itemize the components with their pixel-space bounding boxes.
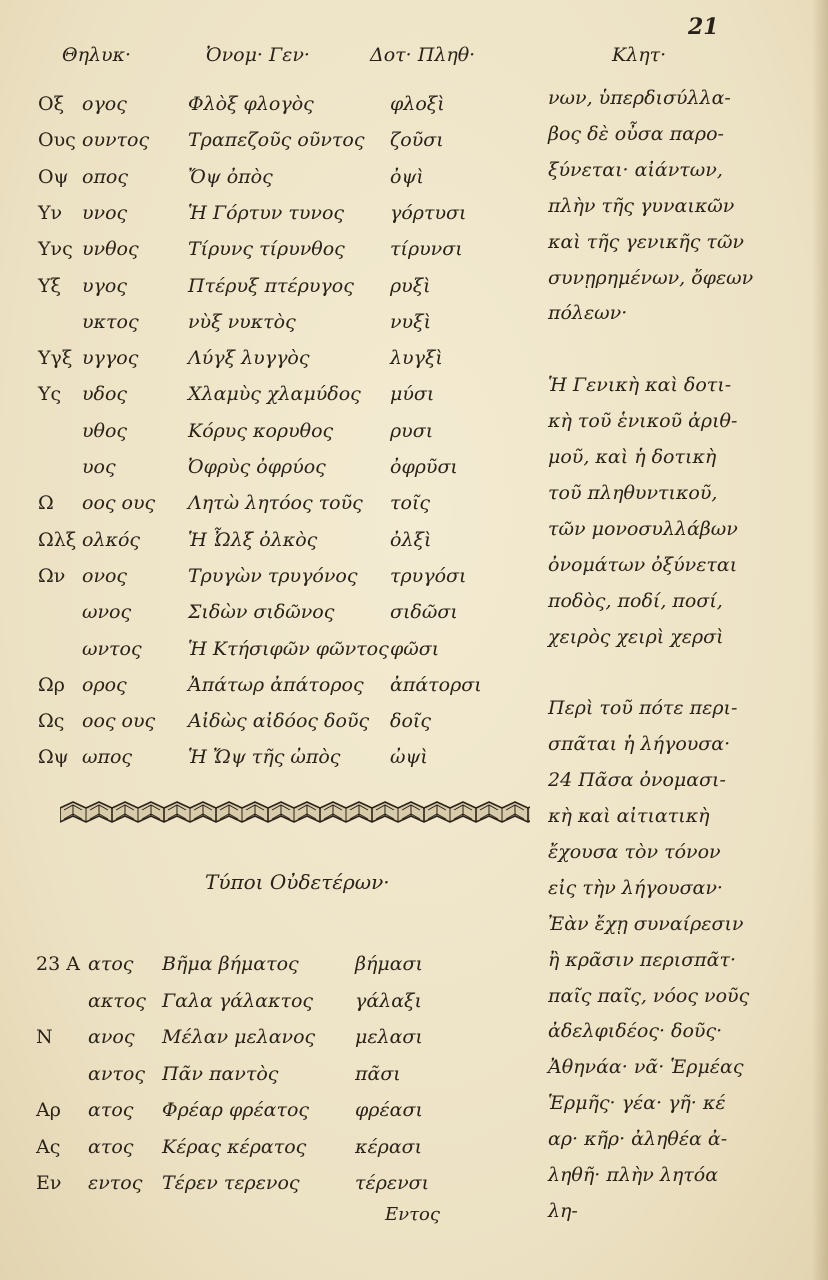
dative-plural-cell: μύσι bbox=[390, 383, 435, 406]
table-row bbox=[0, 558, 540, 594]
genitive-ending-cell: αντος bbox=[88, 1062, 145, 1085]
genitive-ending-cell: ανος bbox=[88, 1026, 135, 1048]
text-line: πλὴν τῆς γυναικῶν bbox=[548, 194, 735, 217]
genitive-ending-cell: οπος bbox=[82, 165, 129, 188]
ending-cell: Οψ bbox=[38, 165, 69, 188]
example-cell: Χλαμὺς χλαμύδος bbox=[188, 383, 361, 406]
example-cell: Αἰδὼς αἰδόος δοῦς bbox=[188, 710, 370, 733]
text-line: ληθῆ· πλὴν λητόα bbox=[548, 1164, 719, 1186]
ending-cell: Υξ bbox=[38, 274, 62, 297]
text-line: ποδὸς, ποδί, ποσί, bbox=[548, 589, 723, 612]
dative-plural-cell: τέρενσι bbox=[355, 1172, 430, 1194]
example-cell: Σιδὼν σιδῶνος bbox=[188, 601, 335, 624]
genitive-ending-cell: υνος bbox=[82, 201, 128, 224]
ending-cell: Ν bbox=[36, 1026, 53, 1048]
example-cell: νὺξ νυκτὸς bbox=[188, 310, 296, 333]
header-dative-plural: Δοτ· Πληθ· bbox=[370, 44, 476, 66]
example-cell: Ἡ Γόρτυν τυνος bbox=[188, 201, 345, 224]
page-edge-shadow bbox=[812, 0, 828, 1280]
ending-cell: Υν bbox=[38, 201, 63, 224]
example-cell: Ἡ Κτήσιφῶν φῶντος bbox=[188, 637, 389, 660]
dative-plural-cell: ζοῦσι bbox=[390, 129, 444, 152]
example-cell: Λητὼ λητόος τοῦς bbox=[188, 492, 363, 515]
example-cell: Τέρεν τερενος bbox=[162, 1172, 300, 1194]
header-feminine: Θηλυκ· bbox=[62, 44, 132, 66]
text-line: 24 Πᾶσα ὀνομασι- bbox=[548, 769, 726, 792]
genitive-ending-cell: υγος bbox=[82, 274, 127, 297]
example-cell: Ὀφρὺς ὀφρύος bbox=[188, 456, 326, 478]
dative-plural-cell: μελασι bbox=[355, 1026, 423, 1048]
text-line: αρ· κῆρ· ἀληθέα ἀ- bbox=[548, 1128, 728, 1151]
example-cell: Γαλα γάλακτος bbox=[162, 989, 314, 1012]
genitive-ending-cell: ωντος bbox=[82, 637, 142, 660]
text-line: χειρὸς χειρὶ χερσὶ bbox=[548, 625, 724, 648]
ending-cell: Ως bbox=[38, 710, 65, 733]
genitive-ending-cell: υδος bbox=[82, 383, 128, 406]
table-row bbox=[0, 667, 540, 703]
genitive-ending-cell: ακτος bbox=[88, 989, 146, 1012]
text-line: Ἐὰν ἔχῃ συναίρεσιν bbox=[548, 912, 744, 935]
dative-plural-cell: φρέασι bbox=[355, 1099, 423, 1121]
table-row bbox=[0, 376, 540, 412]
table-row bbox=[0, 1165, 540, 1201]
dative-plural-cell: δοῖς bbox=[390, 710, 431, 733]
text-line: κὴ τοῦ ἑνικοῦ ἀριθ- bbox=[548, 410, 738, 433]
dative-plural-cell: γάλαξι bbox=[355, 989, 422, 1012]
text-line: λη- bbox=[548, 1199, 578, 1222]
dative-plural-cell: ἀπάτορσι bbox=[390, 673, 482, 696]
genitive-ending-cell: υγγος bbox=[82, 347, 139, 370]
dative-plural-cell: ὀλξὶ bbox=[390, 528, 432, 551]
ending-cell: Ους bbox=[38, 129, 76, 152]
genitive-ending-cell: οος ους bbox=[82, 710, 156, 733]
text-line: ἀδελφιδέος· δοῦς· bbox=[548, 1020, 723, 1043]
table-row bbox=[0, 522, 540, 558]
genitive-ending-cell: ατος bbox=[88, 1099, 134, 1121]
genitive-ending-cell: υνθος bbox=[82, 238, 139, 261]
text-line: τοῦ πληθυντικοῦ, bbox=[548, 481, 718, 504]
dative-plural-cell: ὀφρῦσι bbox=[390, 456, 458, 478]
table-row bbox=[0, 268, 540, 304]
ending-cell: Αρ bbox=[36, 1099, 61, 1121]
text-line: ἔχουσα τὸν τόνον bbox=[548, 840, 721, 863]
genitive-ending-cell: υθος bbox=[82, 419, 128, 442]
genitive-ending-cell: οος ους bbox=[82, 492, 156, 515]
header-vocative: Κλητ· bbox=[612, 44, 667, 66]
header-nominative-genitive: Ὀνομ· Γεν· bbox=[206, 44, 310, 66]
genitive-ending-cell: υος bbox=[82, 456, 116, 478]
table-row bbox=[0, 1056, 540, 1092]
text-line: παῖς παῖς, νόος νοῦς bbox=[548, 984, 750, 1007]
table-row bbox=[0, 340, 540, 376]
table-row bbox=[0, 231, 540, 267]
text-line: τῶν μονοσυλλάβων bbox=[548, 517, 738, 540]
genitive-ending-cell: εντος bbox=[88, 1172, 143, 1194]
dative-plural-cell: τρυγόσι bbox=[390, 564, 467, 587]
table-row bbox=[0, 1092, 540, 1128]
example-cell: Βῆμα βήματος bbox=[162, 953, 299, 975]
text-line: νων, ὑπερδισύλλα- bbox=[548, 87, 731, 109]
text-line: μοῦ, καὶ ἡ δοτικὴ bbox=[548, 446, 717, 468]
ending-cell: Οξ bbox=[38, 93, 65, 115]
table-row bbox=[0, 449, 540, 485]
genitive-ending-cell: ωνος bbox=[82, 601, 132, 624]
ending-cell: Υγξ bbox=[38, 347, 73, 370]
example-cell: Τίρυνς τίρυνθος bbox=[188, 238, 345, 261]
text-line: Ἀθηνάα· νᾶ· Ἑρμέας bbox=[548, 1056, 744, 1079]
dative-plural-cell: βήμασι bbox=[355, 953, 423, 975]
ending-cell: Υνς bbox=[38, 238, 73, 261]
genitive-ending-cell: ατος bbox=[88, 953, 134, 975]
text-line: σπᾶται ἡ λήγουσα· bbox=[548, 733, 731, 756]
text-line: καὶ τῆς γενικῆς τῶν bbox=[548, 230, 744, 253]
dative-plural-cell: ὀψὶ bbox=[390, 165, 424, 188]
table-row bbox=[0, 195, 540, 231]
text-line: Ἑρμῆς· γέα· γῆ· κέ bbox=[548, 1092, 726, 1115]
dative-plural-cell: σιδῶσι bbox=[390, 601, 458, 624]
example-cell: Μέλαν μελανος bbox=[162, 1026, 316, 1048]
example-cell: Πτέρυξ πτέρυγος bbox=[188, 274, 354, 297]
example-cell: Φλὸξ φλογὸς bbox=[188, 93, 314, 115]
ending-cell: Εν bbox=[36, 1172, 62, 1194]
text-line: ὀνομάτων ὀξύνεται bbox=[548, 553, 738, 576]
table-row bbox=[0, 485, 540, 521]
table-row bbox=[0, 739, 540, 775]
table-row bbox=[0, 983, 540, 1019]
example-cell: Ὄψ ὀπὸς bbox=[188, 165, 273, 188]
text-line: Περὶ τοῦ πότε περι- bbox=[548, 697, 738, 720]
page-number: 21 bbox=[688, 14, 719, 40]
table-row bbox=[0, 946, 540, 982]
text-line: ἢ κρᾶσιν περισπᾶτ· bbox=[548, 948, 737, 971]
ending-cell: Υς bbox=[38, 383, 62, 406]
example-cell: Κέρας κέρατος bbox=[162, 1135, 307, 1158]
table-row bbox=[0, 413, 540, 449]
dative-plural-cell: ρυξὶ bbox=[390, 274, 431, 297]
genitive-ending-cell: ωπος bbox=[82, 746, 133, 769]
genitive-ending-cell: ονος bbox=[82, 564, 128, 587]
genitive-ending-cell: ογος bbox=[82, 93, 127, 115]
dative-plural-cell: πᾶσι bbox=[355, 1062, 401, 1085]
table-row bbox=[0, 631, 540, 667]
text-line: Ἡ Γενικὴ καὶ δοτι- bbox=[548, 374, 732, 397]
table-row bbox=[0, 703, 540, 739]
ending-cell: Ωρ bbox=[38, 673, 65, 696]
genitive-ending-cell: υκτος bbox=[82, 310, 139, 333]
table-row bbox=[0, 594, 540, 630]
ending-cell: Ας bbox=[36, 1135, 61, 1158]
table-row bbox=[0, 122, 540, 158]
ornamental-border bbox=[60, 800, 530, 834]
example-cell: Πᾶν παντὸς bbox=[162, 1062, 279, 1085]
ending-cell: Ω bbox=[38, 492, 54, 515]
catchword: Εντος bbox=[385, 1204, 440, 1225]
table-row bbox=[0, 86, 540, 122]
table-row bbox=[0, 304, 540, 340]
dative-plural-cell: κέρασι bbox=[355, 1135, 423, 1158]
dative-plural-cell: γόρτυσι bbox=[390, 201, 467, 224]
ending-cell: 23 Α bbox=[36, 953, 80, 975]
example-cell: Ἡ Ὦλξ ὀλκὸς bbox=[188, 528, 318, 551]
text-line: εἰς τὴν λήγουσαν· bbox=[548, 876, 723, 899]
genitive-ending-cell: ουντος bbox=[82, 129, 150, 152]
text-line: συνῃρημένων, ὄφεων bbox=[548, 266, 754, 289]
dative-plural-cell: τοῖς bbox=[390, 492, 431, 515]
example-cell: Φρέαρ φρέατος bbox=[162, 1099, 310, 1121]
ending-cell: Ωλξ bbox=[38, 528, 77, 551]
ending-cell: Ων bbox=[38, 564, 66, 587]
dative-plural-cell: φῶσι bbox=[390, 637, 440, 660]
genitive-ending-cell: ατος bbox=[88, 1135, 134, 1158]
example-cell: Τραπεζοῦς οῦντος bbox=[188, 129, 365, 152]
example-cell: Λύγξ λυγγὸς bbox=[188, 347, 310, 370]
dative-plural-cell: φλοξὶ bbox=[390, 93, 445, 115]
table-row bbox=[0, 1019, 540, 1055]
table-row bbox=[0, 159, 540, 195]
dative-plural-cell: νυξὶ bbox=[390, 310, 432, 333]
text-line: ξύνεται· αἰάντων, bbox=[548, 158, 723, 181]
genitive-ending-cell: ορος bbox=[82, 673, 127, 696]
dative-plural-cell: τίρυνσι bbox=[390, 238, 463, 261]
example-cell: Ἡ Ὤψ τῆς ὠπὸς bbox=[188, 746, 341, 769]
dative-plural-cell: ὠψὶ bbox=[390, 746, 428, 769]
dative-plural-cell: ρυσι bbox=[390, 419, 434, 442]
ending-cell: Ωψ bbox=[38, 746, 69, 769]
genitive-ending-cell: ολκός bbox=[82, 528, 141, 551]
text-line: πόλεων· bbox=[548, 302, 628, 325]
example-cell: Ἀπάτωρ ἀπάτορος bbox=[188, 673, 364, 696]
text-line: βος δὲ οὖσα παρο- bbox=[548, 122, 724, 145]
example-cell: Κόρυς κορυθος bbox=[188, 419, 334, 442]
neuter-section-title: Τύποι Οὐδετέρων· bbox=[205, 870, 390, 894]
example-cell: Τρυγὼν τρυγόνος bbox=[188, 564, 358, 587]
table-row bbox=[0, 1129, 540, 1165]
text-line: κὴ καὶ αἰτιατικὴ bbox=[548, 805, 710, 827]
dative-plural-cell: λυγξὶ bbox=[390, 347, 443, 370]
